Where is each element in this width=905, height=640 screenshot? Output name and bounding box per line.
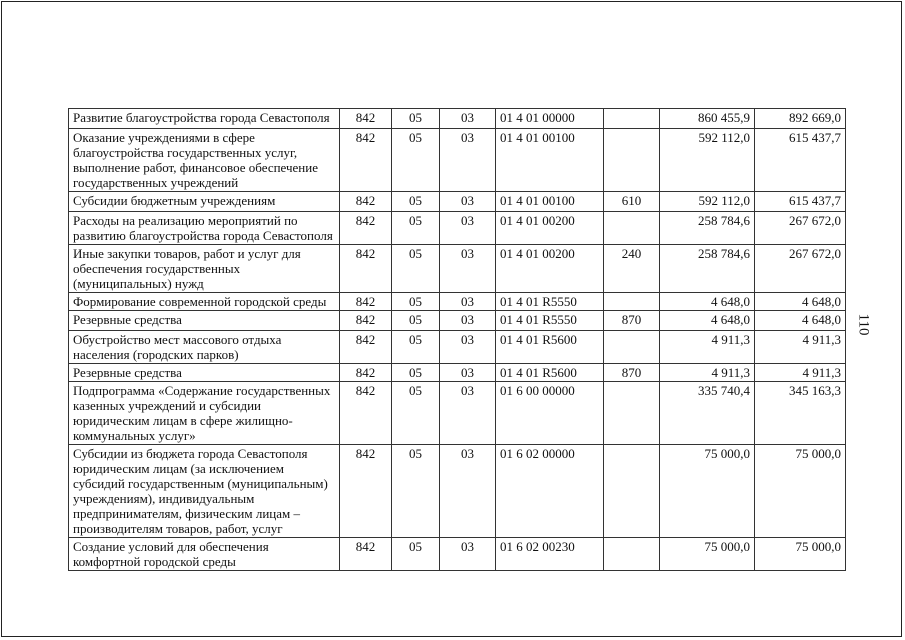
table-row: [69, 331, 846, 364]
cell-name: Подпрограмма «Содержание государственных казенных учреждений и субсидии юридическим лицам в сфере жилищно-коммунальных услуг»: [69, 382, 340, 445]
cell-sum-year-2: 4 911,3: [755, 364, 846, 382]
cell-sum-year-1: 4 648,0: [660, 293, 755, 311]
cell-sum-year-2: 267 672,0: [755, 245, 846, 293]
cell-target-article: 01 4 01 R5600: [496, 331, 604, 364]
cell-name: Иные закупки товаров, работ и услуг для обеспечения государственных (муниципальных) нужд: [69, 245, 340, 293]
budget-table: [68, 108, 846, 571]
cell-ministry: 842: [340, 212, 392, 245]
cell-section: 05: [392, 129, 440, 192]
cell-ministry: 842: [340, 311, 392, 331]
cell-target-article: 01 4 01 R5550: [496, 311, 604, 331]
cell-subsection: 03: [440, 129, 496, 192]
table-row: [69, 445, 846, 538]
cell-subsection: 03: [440, 538, 496, 571]
cell-expense-type: [604, 445, 660, 538]
cell-sum-year-1: 4 648,0: [660, 311, 755, 331]
cell-ministry: 842: [340, 364, 392, 382]
cell-ministry: 842: [340, 382, 392, 445]
cell-sum-year-1: 860 455,9: [660, 109, 755, 129]
cell-subsection: 03: [440, 364, 496, 382]
cell-name: Создание условий для обеспечения комфортной городской среды: [69, 538, 340, 571]
cell-sum-year-2: 75 000,0: [755, 445, 846, 538]
cell-expense-type: 240: [604, 245, 660, 293]
cell-section: 05: [392, 212, 440, 245]
cell-expense-type: [604, 382, 660, 445]
table-row: [69, 293, 846, 311]
cell-sum-year-2: 892 669,0: [755, 109, 846, 129]
table-row: [69, 245, 846, 293]
table-row: [69, 538, 846, 571]
cell-section: 05: [392, 109, 440, 129]
cell-subsection: 03: [440, 192, 496, 212]
cell-sum-year-2: 345 163,3: [755, 382, 846, 445]
cell-subsection: 03: [440, 293, 496, 311]
cell-section: 05: [392, 245, 440, 293]
table-row: [69, 129, 846, 192]
cell-name: Субсидии бюджетным учреждениям: [69, 192, 340, 212]
cell-name: Формирование современной городской среды: [69, 293, 340, 311]
cell-subsection: 03: [440, 212, 496, 245]
cell-sum-year-1: 592 112,0: [660, 192, 755, 212]
cell-subsection: 03: [440, 311, 496, 331]
cell-ministry: 842: [340, 129, 392, 192]
table-row: [69, 364, 846, 382]
cell-name: Субсидии из бюджета города Севастополя юридическим лицам (за исключением субсидий государственным (муниципальным) учреждениям), индивидуальным предпринимателям, физическим лицам – производителям товаров, работ, услуг: [69, 445, 340, 538]
cell-name: Резервные средства: [69, 311, 340, 331]
cell-target-article: 01 4 01 00100: [496, 192, 604, 212]
page-number: 110: [855, 313, 872, 336]
cell-ministry: 842: [340, 245, 392, 293]
cell-sum-year-1: 75 000,0: [660, 538, 755, 571]
cell-section: 05: [392, 293, 440, 311]
cell-expense-type: [604, 538, 660, 571]
cell-ministry: 842: [340, 109, 392, 129]
cell-expense-type: [604, 109, 660, 129]
cell-section: 05: [392, 538, 440, 571]
table-row: [69, 212, 846, 245]
cell-subsection: 03: [440, 245, 496, 293]
cell-sum-year-1: 4 911,3: [660, 331, 755, 364]
cell-ministry: 842: [340, 192, 392, 212]
cell-subsection: 03: [440, 445, 496, 538]
cell-sum-year-1: 75 000,0: [660, 445, 755, 538]
cell-name: Оказание учреждениями в сфере благоустройства государственных услуг, выполнение работ, финансовое обеспечение государственных учреждений: [69, 129, 340, 192]
cell-section: 05: [392, 364, 440, 382]
cell-expense-type: 870: [604, 311, 660, 331]
cell-sum-year-2: 75 000,0: [755, 538, 846, 571]
cell-sum-year-2: 267 672,0: [755, 212, 846, 245]
cell-target-article: 01 6 02 00000: [496, 445, 604, 538]
cell-sum-year-2: 4 911,3: [755, 331, 846, 364]
cell-expense-type: 870: [604, 364, 660, 382]
cell-sum-year-2: 4 648,0: [755, 311, 846, 331]
cell-section: 05: [392, 311, 440, 331]
cell-name: Резервные средства: [69, 364, 340, 382]
cell-target-article: 01 4 01 00100: [496, 129, 604, 192]
cell-section: 05: [392, 192, 440, 212]
cell-ministry: 842: [340, 293, 392, 311]
table-row: [69, 192, 846, 212]
cell-target-article: 01 4 01 R5550: [496, 293, 604, 311]
cell-subsection: 03: [440, 109, 496, 129]
cell-ministry: 842: [340, 445, 392, 538]
cell-subsection: 03: [440, 382, 496, 445]
cell-target-article: 01 4 01 00200: [496, 245, 604, 293]
cell-section: 05: [392, 331, 440, 364]
table-row: [69, 311, 846, 331]
cell-sum-year-2: 4 648,0: [755, 293, 846, 311]
cell-name: Обустройство мест массового отдыха населения (городских парков): [69, 331, 340, 364]
cell-sum-year-1: 335 740,4: [660, 382, 755, 445]
cell-expense-type: 610: [604, 192, 660, 212]
cell-target-article: 01 6 00 00000: [496, 382, 604, 445]
cell-sum-year-2: 615 437,7: [755, 129, 846, 192]
cell-sum-year-1: 4 911,3: [660, 364, 755, 382]
cell-target-article: 01 4 01 00200: [496, 212, 604, 245]
table-row: [69, 382, 846, 445]
cell-expense-type: [604, 129, 660, 192]
cell-expense-type: [604, 212, 660, 245]
cell-target-article: 01 6 02 00230: [496, 538, 604, 571]
cell-ministry: 842: [340, 538, 392, 571]
cell-target-article: 01 4 01 R5600: [496, 364, 604, 382]
cell-name: Расходы на реализацию мероприятий по развитию благоустройства города Севастополя: [69, 212, 340, 245]
cell-section: 05: [392, 445, 440, 538]
cell-target-article: 01 4 01 00000: [496, 109, 604, 129]
cell-subsection: 03: [440, 331, 496, 364]
cell-sum-year-1: 258 784,6: [660, 245, 755, 293]
cell-expense-type: [604, 293, 660, 311]
cell-sum-year-2: 615 437,7: [755, 192, 846, 212]
cell-section: 05: [392, 382, 440, 445]
cell-sum-year-1: 258 784,6: [660, 212, 755, 245]
cell-ministry: 842: [340, 331, 392, 364]
cell-sum-year-1: 592 112,0: [660, 129, 755, 192]
cell-expense-type: [604, 331, 660, 364]
table-body: [69, 109, 846, 571]
table-row: [69, 109, 846, 129]
cell-name: Развитие благоустройства города Севастополя: [69, 109, 340, 129]
